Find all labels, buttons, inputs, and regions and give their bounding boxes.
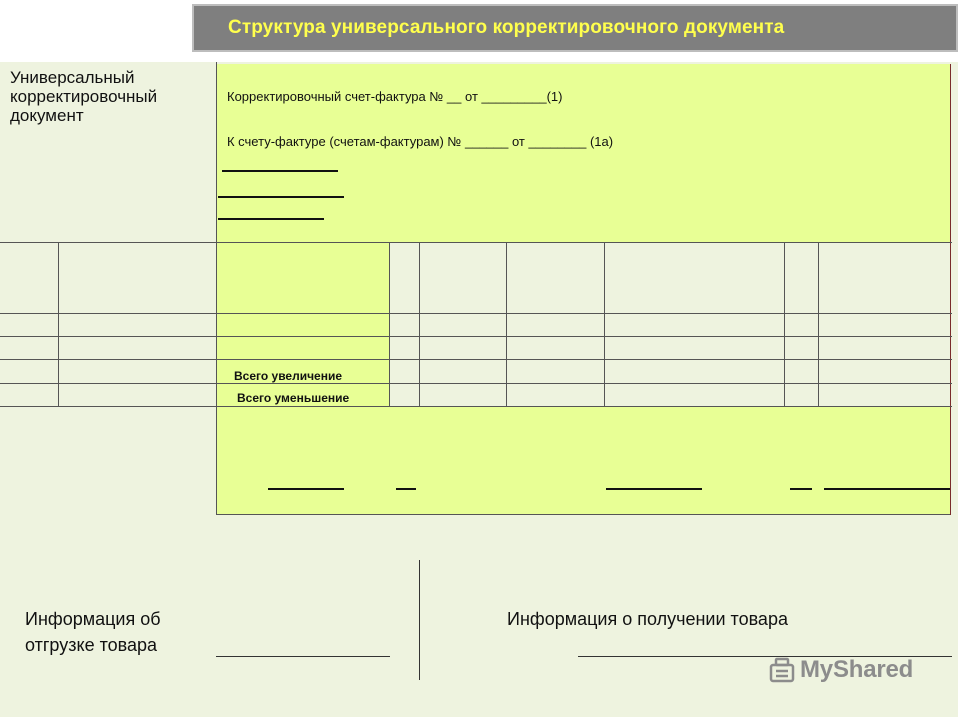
total-decrease-label: Всего уменьшение bbox=[237, 391, 350, 405]
shipment-line bbox=[216, 656, 390, 657]
watermark bbox=[768, 656, 913, 684]
correction-invoice-line: Корректировочный счет-фактура № __ от _________(1) bbox=[227, 89, 563, 104]
total-increase-label: Всего увеличение bbox=[234, 369, 343, 383]
receipt-info-label: Информация о получении товара bbox=[507, 609, 788, 629]
signatures-area bbox=[216, 406, 951, 515]
shipment-info-label: Информация об отгрузке товара bbox=[25, 609, 161, 655]
right-border bbox=[950, 64, 951, 515]
watermark-text: MyShared bbox=[800, 656, 914, 683]
title-banner bbox=[192, 4, 958, 52]
page-title: Структура универсального корректировочного документа bbox=[228, 17, 785, 38]
blank-line bbox=[218, 218, 324, 220]
signature-line bbox=[824, 488, 950, 490]
blank-line bbox=[222, 170, 338, 172]
info-divider bbox=[419, 560, 420, 680]
document-label: Универсальный корректировочный документ bbox=[10, 68, 158, 125]
watermark-logo-icon bbox=[768, 656, 796, 684]
signature-line bbox=[606, 488, 702, 490]
signature-line bbox=[790, 488, 812, 490]
to-invoice-line: К счету-фактуре (счетам-фактурам) № ______ от ________ (1а) bbox=[227, 134, 614, 149]
signature-line bbox=[396, 488, 416, 490]
blank-line bbox=[218, 196, 344, 198]
signature-line bbox=[268, 488, 344, 490]
